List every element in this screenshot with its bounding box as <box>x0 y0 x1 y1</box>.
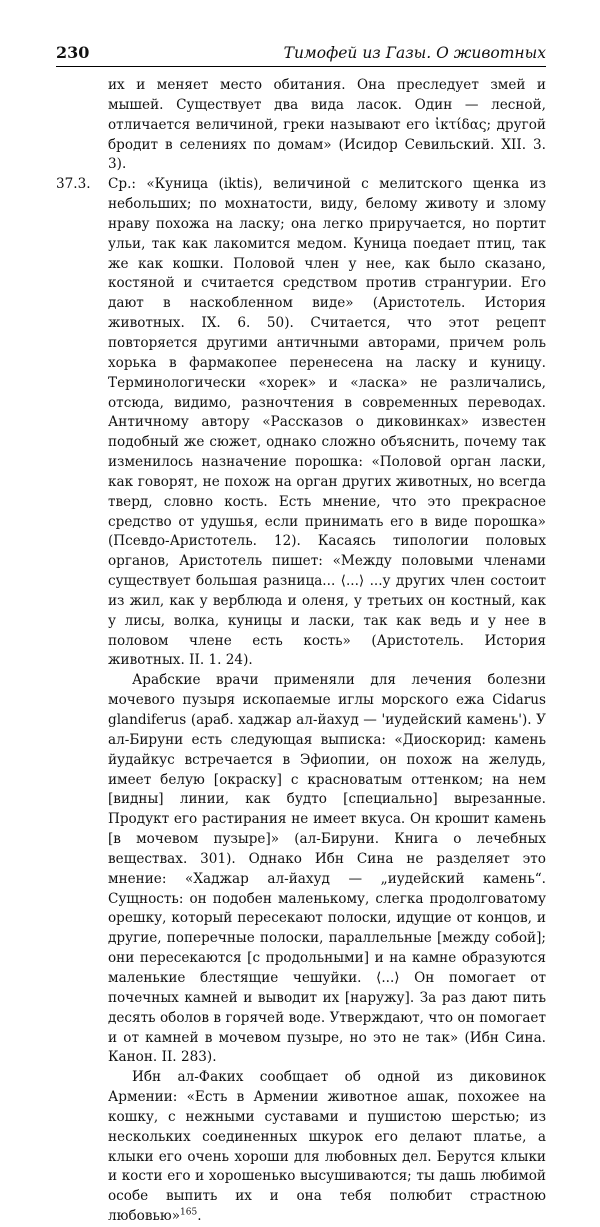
footnote-reference: 165 <box>180 1207 198 1218</box>
paragraph-commentary-37-3 <box>56 175 546 671</box>
header-rule <box>56 66 546 67</box>
paragraph-arabic-physicians <box>56 671 546 1068</box>
body-text <box>56 76 546 1227</box>
paragraph-ibn-al-faqih <box>56 1068 546 1227</box>
paragraph-text: Ибн ал-Факих сообщает об одной из диковинок Армении: «Есть в Армении животное ашак, похожее на кошку, с нежными суставами и пушистою шерстью; из нескольких соединенных шкурок его делают платье, а клыки его очень хороши для любовных дел. Берутся клыки и кости его и хорошенько высушиваются; ты дашь любимой особе выпить их и она тебя полюбит страстною любовью» <box>108 1069 546 1225</box>
paragraph-text: Ср.: «Куница (iktis), величиной с мелитского щенка из небольших; по мохнатости, виду, белому животу и злому нраву похожа на ласку; она легко приручается, но портит ульи, так как лакомится медом. Куница поедает птиц, так же как кошки. Половой член у нее, как было сказано, костяной и считается средством против странгурии. Его дают в наскобленном виде» (Аристотель. История животных. IX. 6. 50). Считается, что этот рецепт повторяется другими античными авторами, причем роль хорька в фармакопее перенесена на ласку и куницу. Терминологически «хорек» и «ласка» не различались, отсюда, видимо, разночтения в современных переводах. Античному автору «Рассказов о диковинках» известен подобный же сюжет, однако сложно объяснить, почему так изменилось назначение порошка: «Половой орган ласки, как говорят, не похож на орган других животных, но всегда тверд, словно кость. Есть мнение, что это прекрасное средство от удушья, если принимать его в виде порошка» (Псевдо-Аристотель. 12). Касаясь типологии половых органов, Аристотель пишет: «Между половыми членами существует большая разница... ⟨...⟩ ...у других член состоит из жил, как у верблюда и оленя, у третьих он костный, как у лисы, волка, куницы и ласки, так как ведь и у нее в половом члене есть кость» (Аристотель. История животных. II. 1. 24). <box>108 176 546 669</box>
page-number: 230 <box>56 43 90 62</box>
paragraph-continuation <box>56 76 546 175</box>
running-title: Тимофей из Газы. О животных <box>283 44 546 62</box>
paragraph-text: их и меняет место обитания. Она преследует змей и мышей. Существует два вида ласок. Один — лесной, отличается величиной, греки называют его ἰκτίδας; другой бродит в селениях по домам» (Исидор Севильский. XII. 3. 3). <box>108 77 546 173</box>
paragraph-end: . <box>197 1208 202 1225</box>
commentary-number: 37.3. <box>56 176 91 193</box>
page-header <box>56 42 546 64</box>
paragraph-text: Арабские врачи применяли для лечения болезни мочевого пузыря ископаемые иглы морского ежа Cidarus glandiferus (араб. хаджар ал-йахуд — 'иудейский камень'). У ал-Бируни есть следующая выписка: «Диоскорид: камень йудайкус встречается в Эфиопии, он похож на желудь, имеет белую [окраску] с красноватым оттенком; на нем [видны] линии, как будто [специально] вырезанные. Продукт его растирания не имеет вкуса. Он крошит камень [в мочевом пузыре]» (ал-Бируни. Книга о лечебных веществах. 301). Однако Ибн Сина не разделяет это мнение: «Хаджар ал-йахуд — „иудейский камень“. Сущность: он подобен маленькому, слегка продолговатому орешку, который пересекают полоски, идущие от концов, и другие, поперечные полоски, параллельные [между собой]; они пересекаются [с продольными] и на камне образуются маленькие блестящие чешуйки. ⟨...⟩ Он помогает от почечных камней и выводит их [наружу]. За раз дают пить десять оболов в горячей воде. Утверждают, что он помогает и от камней в мочевом пузыре, но это не так» (Ибн Сина. Канон. II. 283). <box>108 672 546 1066</box>
